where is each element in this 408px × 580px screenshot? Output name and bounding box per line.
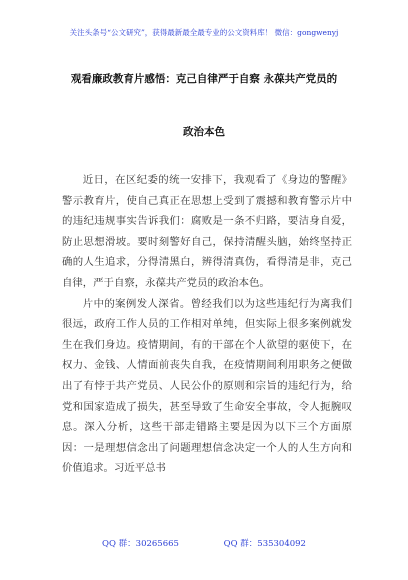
body-paragraph: 近日，在区纪委的统一安排下，我观看了《身边的警醒》警示教育片，使自己真正在思想上受到了震撼和教育警示片中的违纪违规事实告诉我们：腐败是一条不归路，要洁身自爱，防止思想滑坡。要时刻警好自己，保持清醒头脑，始终坚持正确的人生追求，分得清黑白，辨得清真伪，看得清是非，克己自律，严于自察，永葆共产党员的政治本色。 <box>62 174 352 289</box>
footer <box>0 537 408 549</box>
body-paragraph: 片中的案例发人深省。曾经我们以为这些违纪行为离我们很远，政府工作人员的工作相对单纯，但实际上很多案例就发生在我们身边。疫情期间，有的干部在个人欲望的驱使下，在权力、金钱、人情面前丧失自我，在疫情期间利用职务之便做出了有悖于共产党员、人民公仆的原则和宗旨的违纪行为，给党和国家造成了损失，甚至导致了生命安全事故，令人扼腕叹息。深入分析，这些干部走错路主要是因为以下三个方面原因：一是理想信念出了问题理想信念决定一个人的人生方向和价值追求。习近平总书 <box>62 297 352 475</box>
document-title-line-2: 政治本色 <box>183 126 225 138</box>
document-title-line-1: 观看廉政教育片感悟：克己自律严于自察 永葆共产党员的 <box>70 73 338 85</box>
header-notice: 关注头条号“公文研究”，获得最新最全最专业的公文资料库！ 微信：gongwenyj <box>69 28 339 37</box>
footer-qq-group-1: QQ 群：30265665 <box>102 539 179 549</box>
document-body <box>62 170 352 479</box>
footer-qq-group-2: QQ 群：535304092 <box>223 539 306 549</box>
